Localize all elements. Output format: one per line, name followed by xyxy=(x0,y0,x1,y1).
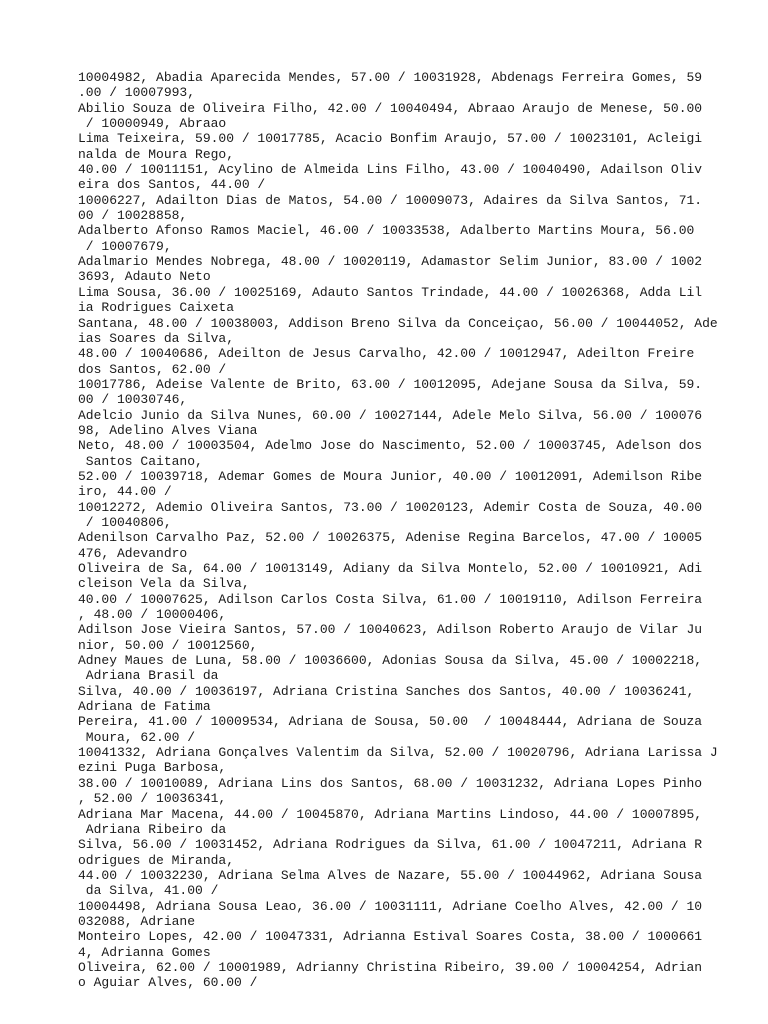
text-line: 10017786, Adeise Valente de Brito, 63.00 / 10012095, Adejane Sousa da Silva, 59. xyxy=(78,376,703,392)
text-line: Oliveira, 62.00 / 10001989, Adrianny Christina Ribeiro, 39.00 / 10004254, Adrian xyxy=(78,959,703,975)
text-line: odrigues de Miranda, xyxy=(78,852,235,868)
text-line: 10004498, Adriana Sousa Leao, 36.00 / 10031111, Adriane Coelho Alves, 42.00 / 10 xyxy=(78,898,703,914)
text-line: Moura, 62.00 / xyxy=(78,729,196,745)
text-line: nior, 50.00 / 10012560, xyxy=(78,637,258,653)
text-line: 38.00 / 10010089, Adriana Lins dos Santos, 68.00 / 10031232, Adriana Lopes Pinho xyxy=(78,775,703,791)
text-line: Santos Caitano, xyxy=(78,453,203,469)
document-page xyxy=(78,70,738,991)
text-line: Adriana Brasil da xyxy=(78,668,219,684)
text-line: eira dos Santos, 44.00 / xyxy=(78,177,266,193)
text-line: dos Santos, 62.00 / xyxy=(78,361,227,377)
text-line: 032088, Adriane xyxy=(78,913,196,929)
text-line: ias Soares da Silva, xyxy=(78,330,235,346)
text-line: , 52.00 / 10036341, xyxy=(78,791,227,807)
text-line: 10006227, Adailton Dias de Matos, 54.00 / 10009073, Adaires da Silva Santos, 71. xyxy=(78,192,703,208)
text-line: 44.00 / 10032230, Adriana Selma Alves de Nazare, 55.00 / 10044962, Adriana Sousa xyxy=(78,867,703,883)
text-line: Oliveira de Sa, 64.00 / 10013149, Adiany da Silva Montelo, 52.00 / 10010921, Adi xyxy=(78,561,703,576)
text-line: Adalmario Mendes Nobrega, 48.00 / 10020119, Adamastor Selim Junior, 83.00 / 1002 xyxy=(78,254,703,270)
text-line: 10041332, Adriana Gonçalves Valentim da Silva, 52.00 / 10020796, Adriana Larissa J xyxy=(78,745,718,761)
text-line: 10012272, Ademio Oliveira Santos, 73.00 / 10020123, Ademir Costa de Souza, 40.00 xyxy=(78,499,703,515)
text-line: Pereira, 41.00 / 10009534, Adriana de Sousa, 50.00 / 10048444, Adriana de Souza xyxy=(78,714,703,730)
text-line: Adriana Ribeiro da xyxy=(78,821,227,837)
text-line: , 48.00 / 10000406, xyxy=(78,607,227,623)
text-line: Neto, 48.00 / 10003504, Adelmo Jose do Nascimento, 52.00 / 10003745, Adelson dos xyxy=(78,438,703,454)
text-line: 52.00 / 10039718, Ademar Gomes de Moura Junior, 40.00 / 10012091, Ademilson Ribe xyxy=(78,468,703,484)
text-line: Santana, 48.00 / 10038003, Addison Breno Silva da Conceiçao, 56.00 / 10044052, Ade xyxy=(78,315,718,331)
text-line: 40.00 / 10011151, Acylino de Almeida Lins Filho, 43.00 / 10040490, Adailson Oliv xyxy=(78,162,703,178)
text-line: Adney Maues de Luna, 58.00 / 10036600, Adonias Sousa da Silva, 45.00 / 10002218, xyxy=(78,653,703,669)
text-line: 4, Adrianna Gomes xyxy=(78,944,211,960)
text-line: Adriana de Fatima xyxy=(78,699,211,715)
text-line: 48.00 / 10040686, Adeilton de Jesus Carvalho, 42.00 / 10012947, Adeilton Freire xyxy=(78,346,695,362)
text-line: Abilio Souza de Oliveira Filho, 42.00 / 10040494, Abraao Araujo de Menese, 50.00 xyxy=(78,100,703,116)
text-line: ezini Puga Barbosa, xyxy=(78,760,227,776)
text-line: da Silva, 41.00 / xyxy=(78,883,219,899)
text-line: / 10040806, xyxy=(78,514,172,530)
text-line: Silva, 40.00 / 10036197, Adriana Cristina Sanches dos Santos, 40.00 / 10036241, xyxy=(78,683,695,699)
text-line: 40.00 / 10007625, Adilson Carlos Costa Silva, 61.00 / 10019110, Adilson Ferreira xyxy=(78,591,703,607)
text-line: Monteiro Lopes, 42.00 / 10047331, Adrianna Estival Soares Costa, 38.00 / 1000661 xyxy=(78,929,703,945)
text-line: .00 / 10007993, xyxy=(78,85,196,101)
text-line: Lima Teixeira, 59.00 / 10017785, Acacio Bonfim Araujo, 57.00 / 10023101, Acleigi xyxy=(78,131,703,147)
text-line: nalda de Moura Rego, xyxy=(78,146,235,162)
text-line: 3693, Adauto Neto xyxy=(78,269,211,285)
text-line: 98, Adelino Alves Viana xyxy=(78,422,258,438)
text-line: Adalberto Afonso Ramos Maciel, 46.00 / 10033538, Adalberto Martins Moura, 56.00 xyxy=(78,223,695,239)
text-line: 00 / 10028858, xyxy=(78,208,188,224)
text-line: cleison Vela da Silva, xyxy=(78,576,250,592)
text-line: / 10007679, xyxy=(78,238,172,254)
text-line: 00 / 10030746, xyxy=(78,392,188,408)
text-line: o Aguiar Alves, 60.00 / xyxy=(78,975,258,991)
text-line: Adenilson Carvalho Paz, 52.00 / 10026375, Adenise Regina Barcelos, 47.00 / 10005 xyxy=(78,530,703,546)
text-line: Adriana Mar Macena, 44.00 / 10045870, Adriana Martins Lindoso, 44.00 / 10007895, xyxy=(78,806,703,822)
text-line: iro, 44.00 / xyxy=(78,484,172,500)
text-line: Silva, 56.00 / 10031452, Adriana Rodrigues da Silva, 61.00 / 10047211, Adriana R xyxy=(78,837,703,853)
text-line: 10004982, Abadia Aparecida Mendes, 57.00 / 10031928, Abdenags Ferreira Gomes, 59 xyxy=(78,70,703,85)
text-line: ia Rodrigues Caixeta xyxy=(78,300,235,316)
text-line: 476, Adevandro xyxy=(78,545,188,561)
text-line: Lima Sousa, 36.00 / 10025169, Adauto Santos Trindade, 44.00 / 10026368, Adda Lil xyxy=(78,284,703,300)
text-line: Adilson Jose Vieira Santos, 57.00 / 10040623, Adilson Roberto Araujo de Vilar Ju xyxy=(78,622,703,638)
text-line: / 10000949, Abraao xyxy=(78,116,227,132)
text-line: Adelcio Junio da Silva Nunes, 60.00 / 10027144, Adele Melo Silva, 56.00 / 100076 xyxy=(78,407,703,423)
